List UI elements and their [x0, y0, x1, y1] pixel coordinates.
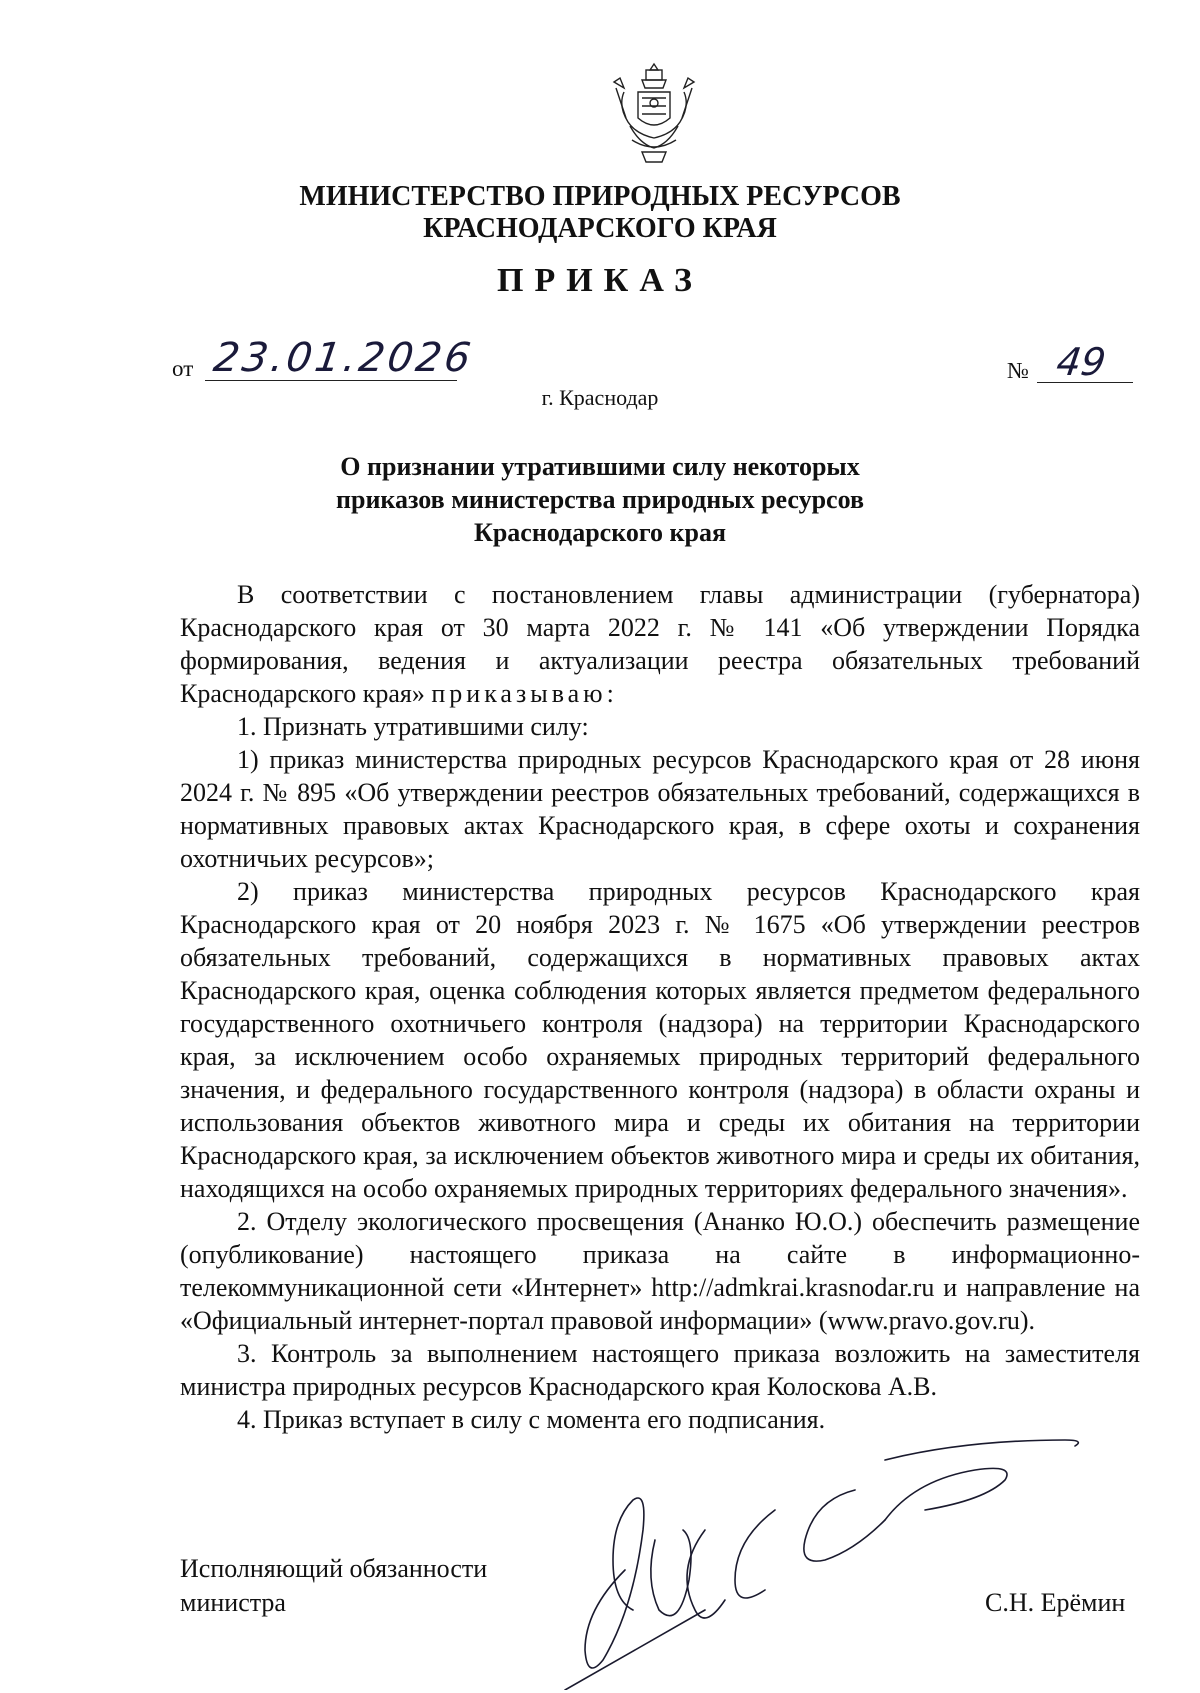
subject-line: приказов министерства природных ресурсов — [336, 485, 864, 514]
date-prefix: от — [172, 356, 194, 381]
signatory-name: С.Н. Ерёмин — [985, 1588, 1126, 1617]
document-body — [180, 578, 1140, 1436]
position-line: министра — [180, 1588, 286, 1617]
preamble-paragraph — [180, 578, 1140, 710]
preamble-text: В соответствии с постановлением главы администрации (губернатора) Краснодарского края от 30 марта 2022 г. № 141 «Об утверждении Порядка формирования, ведения и актуализации реестра обязательных требований Краснодарского края» — [180, 580, 1140, 708]
subject-line: О признании утратившими силу некоторых — [340, 452, 860, 481]
signatory-position — [180, 1552, 487, 1620]
item-3: 3. Контроль за выполнением настоящего приказа возложить на заместителя министра природных ресурсов Краснодарского края Колоскова А.В. — [180, 1339, 1140, 1401]
item-1-title: 1. Признать утратившими силу: — [237, 712, 589, 741]
item-4: 4. Приказ вступает в силу с момента его подписания. — [237, 1405, 826, 1434]
ministry-name-line1: МИНИСТЕРСТВО ПРИРОДНЫХ РЕСУРСОВ — [299, 181, 901, 212]
ministry-name-line2: КРАСНОДАРСКОГО КРАЯ — [423, 213, 777, 244]
subject-line: Краснодарского края — [473, 518, 727, 547]
document-subject — [0, 450, 1200, 549]
document-date: 23.01.2026 — [210, 335, 477, 381]
document-number: 49 — [1053, 340, 1109, 384]
item-1-subitem-1: 1) приказ министерства природных ресурсов Краснодарского края от 28 июня 2024 г. № 895 «Об утверждении реестров обязательных требований, содержащихся в нормативных правовых актах Краснодарского края, в сфере охоты и сохранения охотничьих ресурсов»; — [180, 745, 1140, 873]
number-prefix: № — [1007, 358, 1029, 383]
handwritten-signature — [555, 1420, 1095, 1690]
issue-city: г. Краснодар — [541, 385, 659, 410]
order-word: приказываю: — [431, 679, 618, 708]
coat-of-arms-icon — [612, 62, 696, 168]
document-type-title: ПРИКАЗ — [497, 262, 703, 299]
date-underline — [205, 380, 457, 381]
item-2: 2. Отделу экологического просвещения (Ананко Ю.О.) обеспечить размещение (опубликование) настоящего приказа на сайте в информационно-телекоммуникационной сети «Интернет» http://admkrai.krasnodar.ru и направление на «Официальный интернет-портал правовой информации» (www.pravo.gov.ru). — [180, 1207, 1140, 1335]
item-1-subitem-2: 2) приказ министерства природных ресурсов Краснодарского края Краснодарского края от 20 ноября 2023 г. № 1675 «Об утверждении реестров обязательных требований, содержащихся в нормативных правовых актах Краснодарского края, оценка соблюдения которых является предметом федерального государственного охотничьего контроля (надзора) на территории Краснодарского края, за исключением особо охраняемых природных территорий федерального значения, и федерального государственного контроля (надзора) в области охраны и использования объектов животного мира и среды их обитания на территории Краснодарского края, за исключением объектов животного мира и среды их обитания, находящихся на особо охраняемых природных территориях федерального значения». — [180, 877, 1140, 1203]
position-line: Исполняющий обязанности — [180, 1554, 488, 1583]
number-underline — [1037, 382, 1133, 383]
